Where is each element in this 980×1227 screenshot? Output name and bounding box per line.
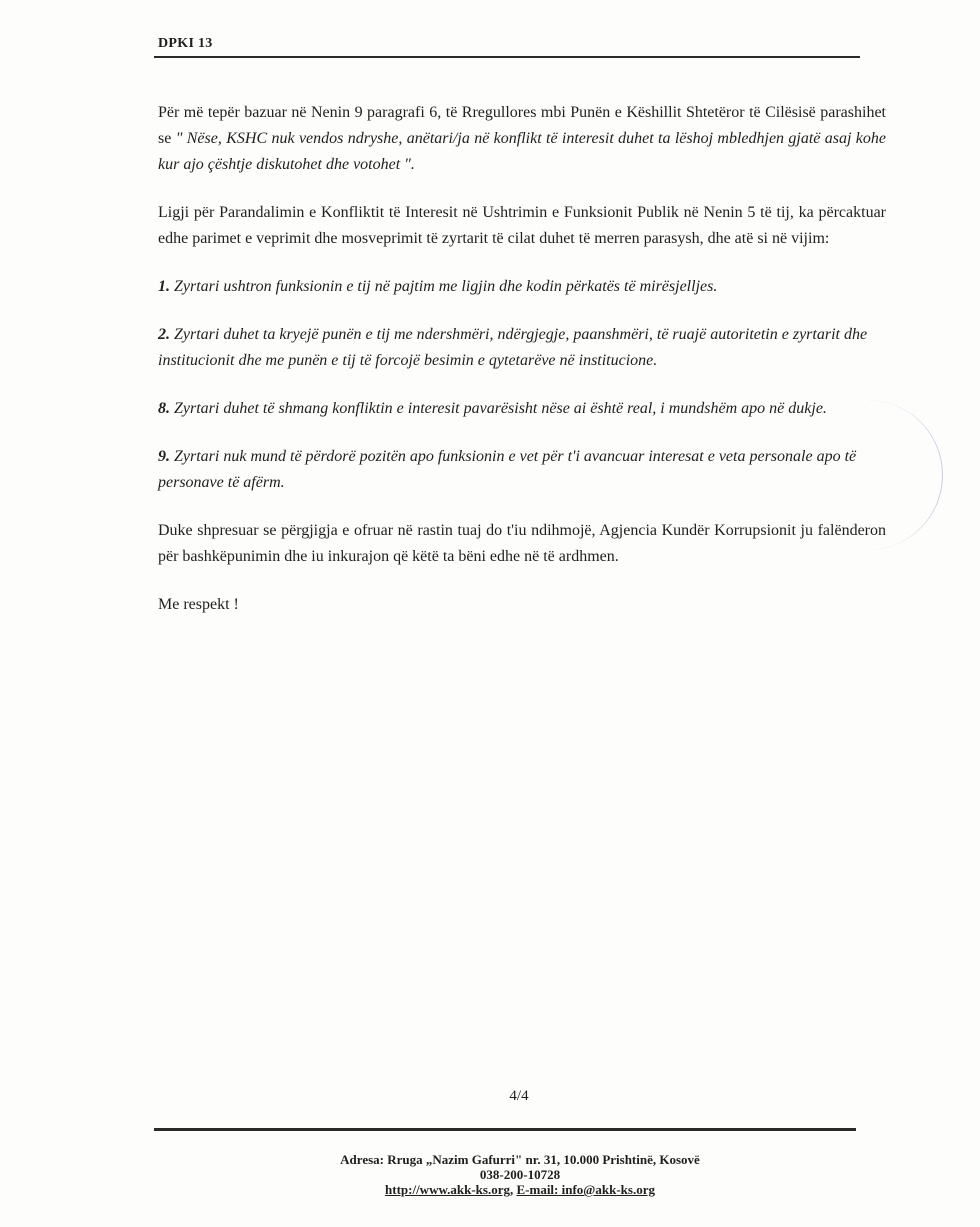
principle-text: Zyrtari ushtron funksionin e tij në pajtim me ligjin dhe kodin përkatës të mirësjelljes. bbox=[170, 278, 718, 295]
principle-number: 8. bbox=[158, 400, 170, 417]
principle-number: 1. bbox=[158, 278, 170, 295]
footer-address: Adresa: Rruga „Nazim Gafurri" nr. 31, 10.000 Prishtinë, Kosovë bbox=[340, 1152, 700, 1167]
principle-number: 9. bbox=[158, 448, 170, 465]
closing-paragraph: Duke shpresuar se përgjigja e ofruar në rastin tuaj do t'iu ndihmojë, Agjencia Kundër Korrupsionit ju falënderon për bashkëpunimin dhe iu inkurajon që këtë ta bëni edhe në të ardhmen. bbox=[158, 522, 886, 565]
footer bbox=[0, 1152, 980, 1197]
header-divider bbox=[154, 56, 860, 58]
letter-body bbox=[158, 100, 886, 640]
regulation-quote: " Nëse, KSHC nuk vendos ndryshe, anëtari/ja në konflikt të interesit duhet ta lëshoj mbledhjen gjatë asaj kohe kur ajo çështje diskutohet dhe votohet ". bbox=[158, 130, 887, 173]
principle-item bbox=[158, 322, 886, 374]
principle-text: Zyrtari nuk mund të përdorë pozitën apo funksionin e vet për t'i avancuar interesat e veta personale apo të personave të afërm. bbox=[158, 448, 857, 491]
official-stamp bbox=[862, 400, 943, 550]
footer-separator: , bbox=[509, 1182, 517, 1197]
principle-item bbox=[158, 274, 886, 300]
page-number: 4/4 bbox=[509, 1088, 529, 1104]
principle-text: Zyrtari duhet ta kryejë punën e tij me ndershmëri, ndërgjegje, paanshmëri, të ruajë autoritetin e zyrtarit dhe institucionit dhe me punën e tij të forcojë besimin e qytetarëve në institucione. bbox=[158, 326, 868, 369]
principle-item bbox=[158, 396, 886, 422]
paragraph-law: Ligji për Parandalimin e Konfliktit të Interesit në Ushtrimin e Funksionit Publik në Nenin 5 të tij, ka përcaktuar edhe parimet e veprimit dhe mosveprimit të zyrtarit të cilat duhet të merren parasysh, dhe atë si në vijim: bbox=[158, 204, 886, 247]
salutation: Me respekt ! bbox=[158, 596, 239, 613]
document-code: DPKI 13 bbox=[158, 36, 213, 51]
footer-phone: 038-200-10728 bbox=[479, 1167, 561, 1182]
footer-divider bbox=[154, 1128, 856, 1131]
website-link[interactable]: http://www.akk-ks.org bbox=[385, 1182, 510, 1197]
footer-contacts bbox=[0, 1182, 980, 1197]
email-link[interactable]: E-mail: info@akk-ks.org bbox=[516, 1182, 655, 1197]
paragraph-regulation bbox=[158, 100, 886, 178]
principle-item bbox=[158, 444, 886, 496]
principle-text: Zyrtari duhet të shmang konfliktin e interesit pavarësisht nëse ai është real, i mundshëm apo në dukje. bbox=[170, 400, 827, 417]
principle-number: 2. bbox=[158, 326, 170, 343]
paragraph-regulation-text: Për më tepër bazuar në Nenin 9 paragrafi 6, të Rregullores mbi Punën e Këshillit Shtetëror të Cilësisë parashihet se bbox=[158, 104, 886, 147]
